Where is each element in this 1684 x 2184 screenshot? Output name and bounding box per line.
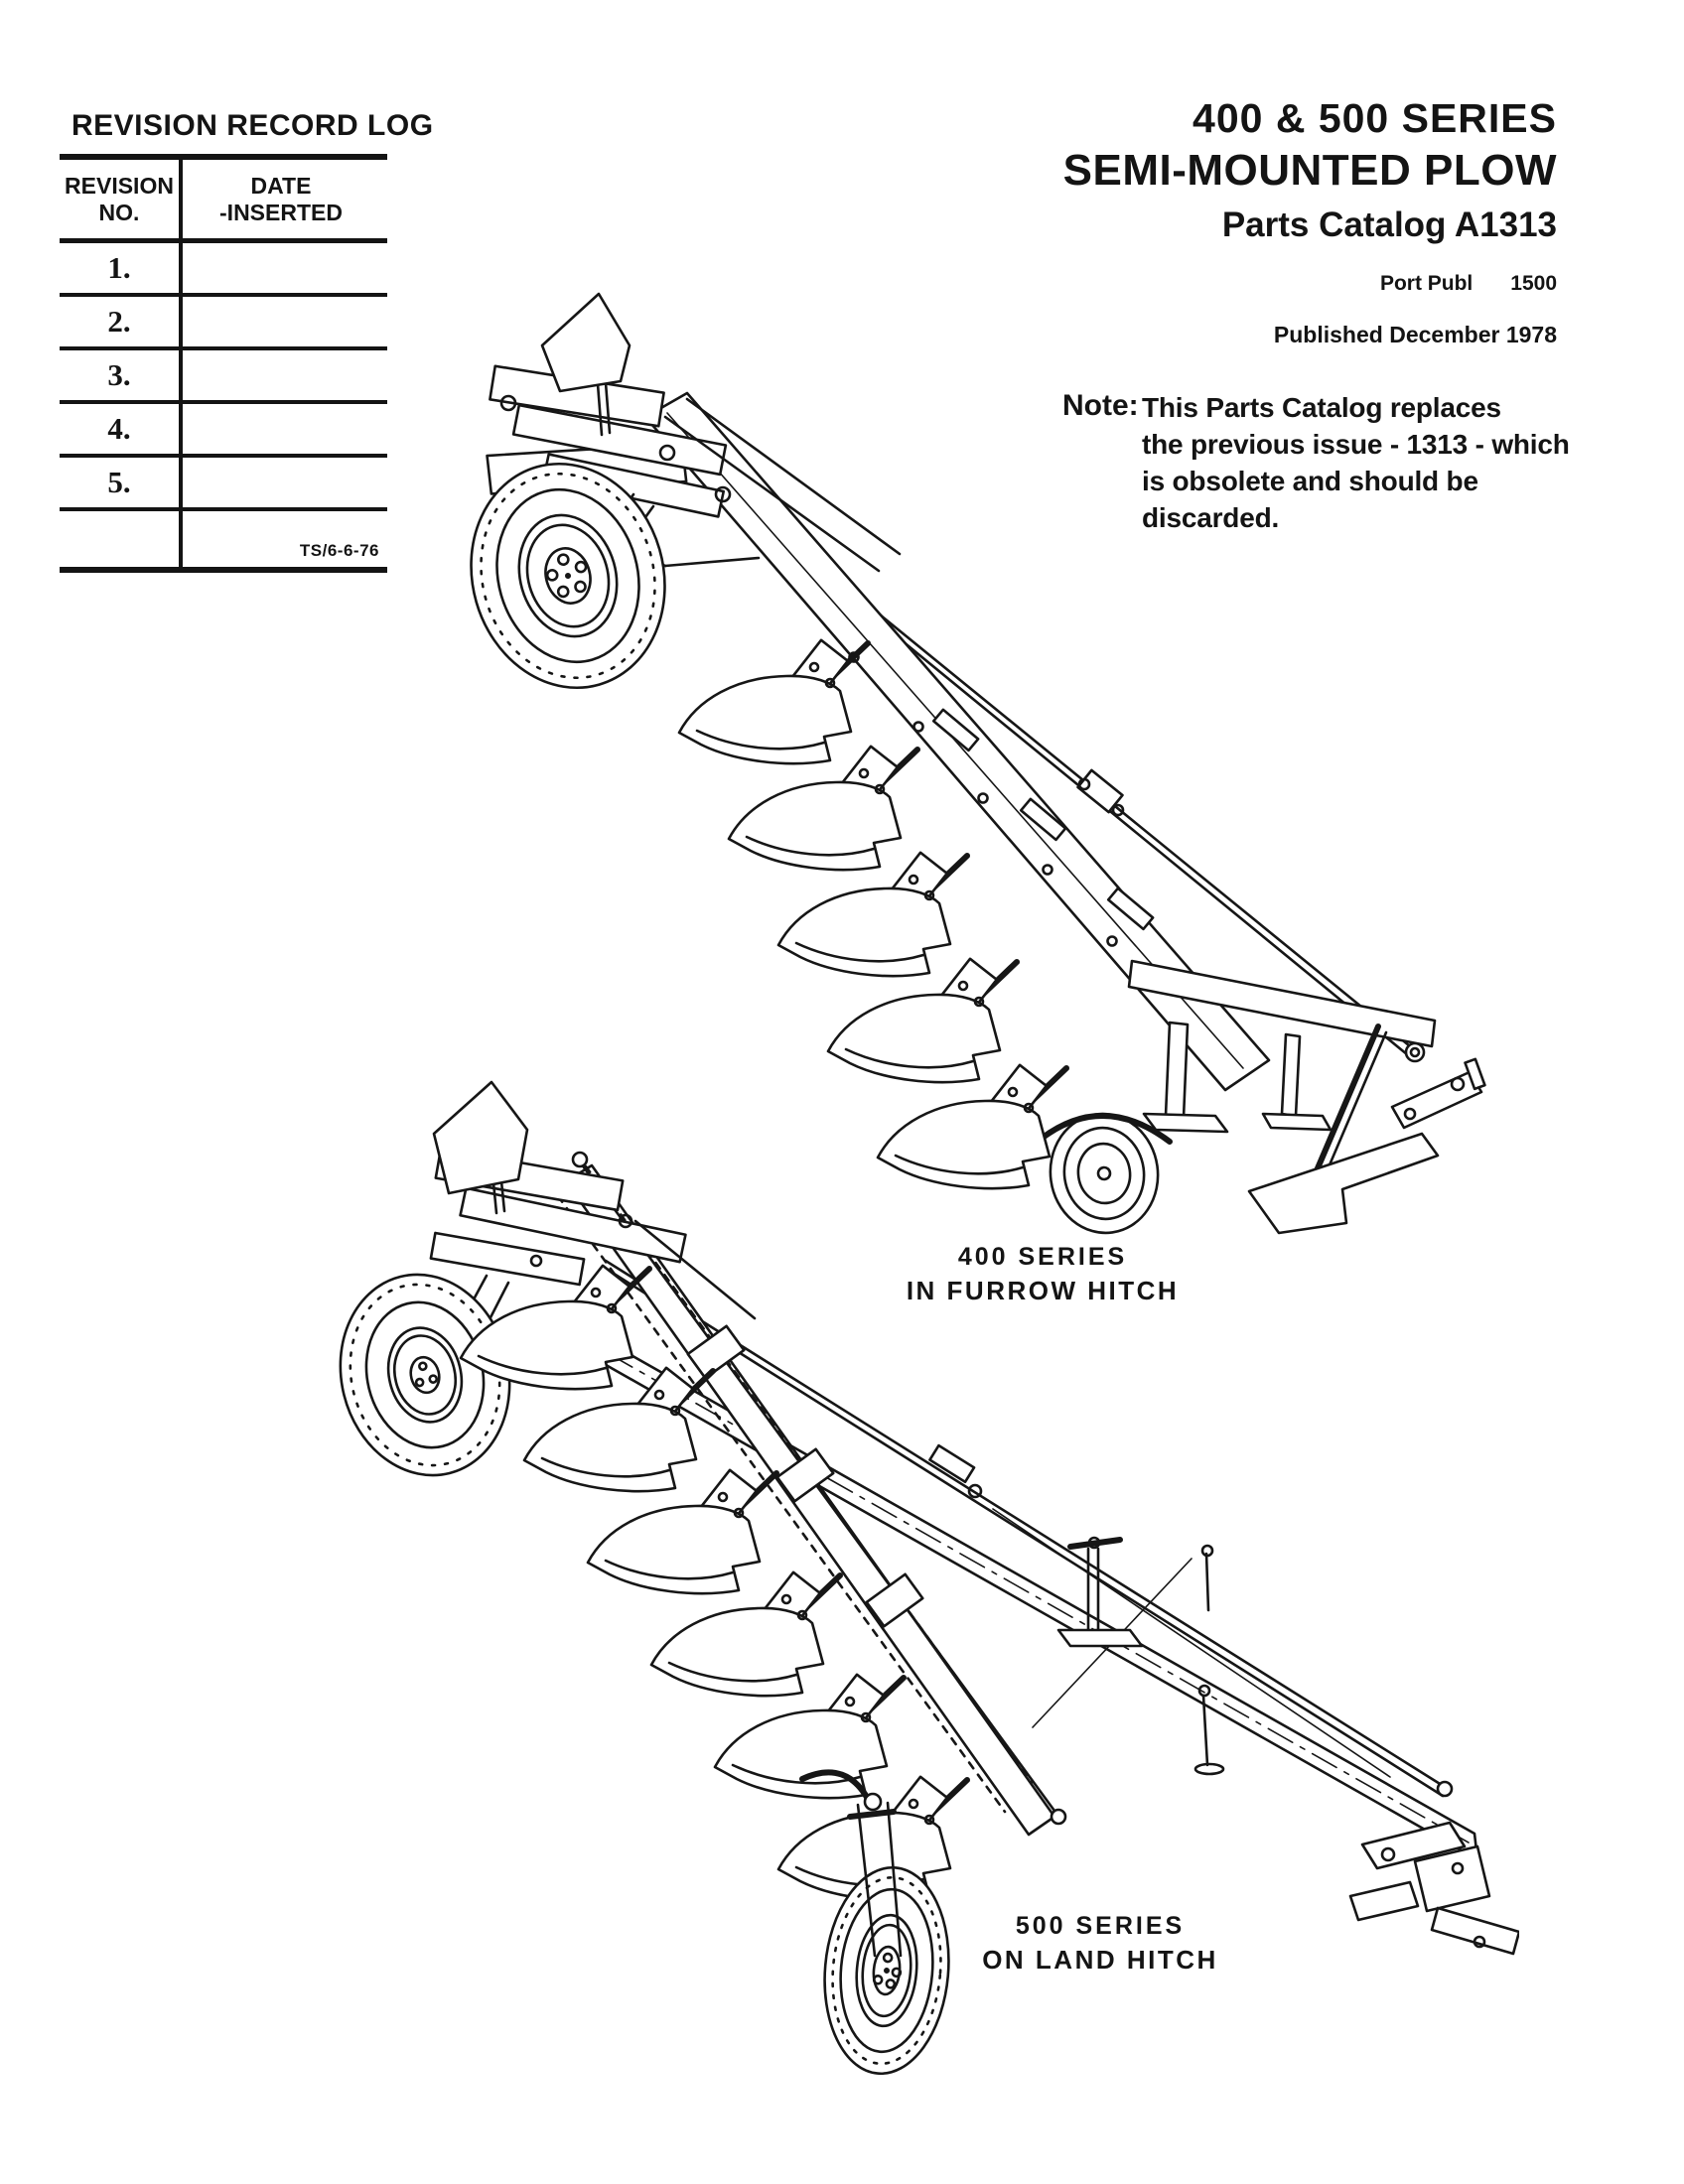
table-header-row [60, 160, 387, 243]
caption-hitch: IN FURROW HITCH [906, 1276, 1180, 1305]
note-text-line: the previous issue - 1313 - which [1142, 429, 1570, 460]
note-text-line: is obsolete and should be [1142, 466, 1478, 496]
col-header-inserted: -INSERTED [219, 199, 343, 225]
product-title: SEMI-MOUNTED PLOW [1062, 146, 1557, 195]
rear-hitch-assembly [1350, 1782, 1519, 1954]
note-text-line: This Parts Catalog replaces [1142, 392, 1501, 423]
table-column-divider [179, 160, 183, 567]
col-header-no: NO. [98, 199, 140, 225]
note-label: Note: [1062, 389, 1139, 422]
revision-number: 4. [107, 411, 131, 446]
caption-series: 400 SERIES [957, 1243, 1128, 1271]
caption-series: 500 SERIES [1015, 1912, 1186, 1940]
caption-hitch: ON LAND HITCH [982, 1945, 1218, 1975]
rear-furrow-wheel [1043, 1107, 1170, 1240]
revision-number: 2. [107, 304, 131, 339]
port-publ-value: 1500 [1510, 272, 1557, 295]
col-header-date: DATE [250, 172, 312, 199]
col-header-revision: REVISION [65, 172, 174, 199]
plow-bottoms [679, 640, 1066, 1188]
note-text-line: discarded. [1142, 502, 1280, 533]
revision-log-title: REVISION RECORD LOG [71, 109, 434, 142]
port-publ-label: Port Publ [1379, 272, 1474, 295]
figure-500-series-drawing [338, 1082, 1519, 2079]
plow-illustrations [338, 268, 1519, 2085]
catalog-number: Parts Catalog A1313 [1221, 205, 1557, 244]
revision-number: 5. [107, 465, 131, 499]
form-code: TS/6-6-76 [299, 541, 379, 560]
published-date: Published December 1978 [1273, 322, 1557, 347]
figure-400-series-drawing [445, 294, 1484, 1240]
revision-number: 3. [107, 357, 131, 392]
revision-number: 1. [107, 250, 131, 285]
series-title: 400 & 500 SERIES [1193, 95, 1557, 141]
